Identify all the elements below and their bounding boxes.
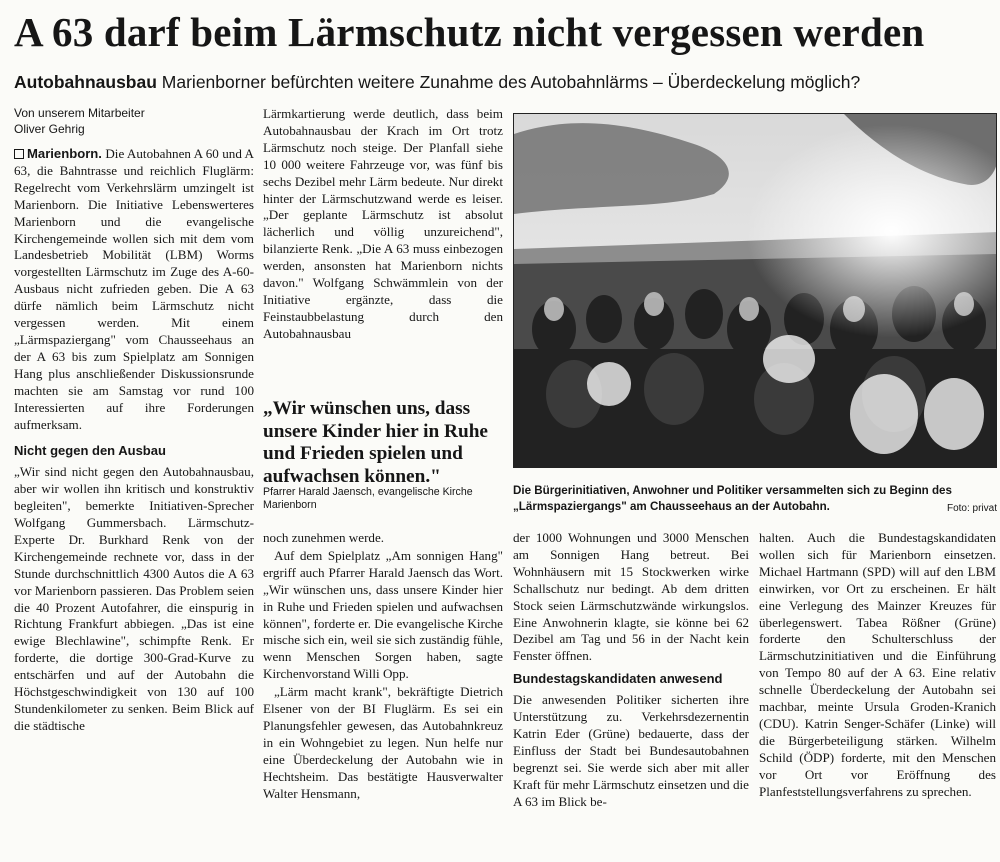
byline (14, 106, 254, 137)
photo-caption (513, 483, 997, 516)
article-headline: A 63 darf beim Lärmschutz nicht vergessen werden (14, 9, 925, 55)
byline-role: Von unserem Mitarbeiter (14, 106, 145, 120)
body-paragraph: der 1000 Wohnungen und 3000 Menschen am Sonnigen Hang betreut. Bei Wohnhäusern mit 15 Stockwerken wirke Schallschutz nur bedingt. Ab dem dritten Stock seien Lärmschutzwände wirkungslos. Eine Anwohnerin klagte, sie könne bei 62 Dezibel am Tag und 56 in der Nacht kein Fenster öffnen. (513, 530, 749, 664)
square-marker-icon (14, 149, 24, 159)
body-paragraph: „Wir sind nicht gegen den Autobahnausbau, aber wir wollen ihn kritisch und konstruktiv begleiten", bemerkte Initiativen-Sprecher Wolfgang Gummersbach. Lärmschutz-Experte Dr. Burkhard Renk von der Kirchengemeinde rechnete vor, dass in der Stunde durchschnittlich 4300 Autos die A 63 vor Marienborn passieren. Das Problem seien die 40 Prozent Autofahrer, die einspurig in Richtung Frankfurt abbiegen. „Das ist eine ewige Blechlawine", schimpfte Renk. Er forderte, die dortige 300-Grad-Kurve zu entschärfen und auf der Autobahn die Höchstgeschwindigkeit von 130 auf 100 Stundenkilometer zu senken. Beim Blick auf die städtische (14, 464, 254, 733)
pull-quote-source: Pfarrer Harald Jaensch, evangelische Kirche Marienborn (263, 486, 473, 511)
article-column-2-top (263, 106, 503, 395)
crowd-photo-illustration (514, 114, 997, 468)
dateline: Marienborn. (27, 146, 102, 161)
photo-credit: Foto: privat (946, 502, 997, 514)
body-paragraph: noch zunehmen werde. (263, 530, 385, 545)
subhead-bundestagskandidaten: Bundestagskandidaten anwesend (513, 671, 723, 687)
article-subheadline (14, 72, 994, 93)
byline-author: Oliver Gehrig (14, 121, 85, 136)
body-paragraph: Lärmkartierung werde deutlich, dass beim Autobahnausbau der Krach im Ort trotz Lärmschutz noch steige. Der Planfall siehe 10 000 weitere Fahrzeuge vor, was fünf bis sechs Dezibel mehr Lärm bedeute. Nur direkt hinter der Lärmschutzwand werde es leiser. „Der geplante Lärmschutz ist absolut lächerlich und völlig unzureichend", bilanzierte Renk. „Die A 63 muss einbezogen werden, ansonsten hat Marienborn nichts davon." Wolfgang Schwämmlein von der Initiative ergänzte, dass die Feinstaubbelastung durch den Autobahnausbau (263, 106, 503, 341)
body-paragraph: Die anwesenden Politiker sicherten ihre Unterstützung zu. Verkehrsdezernentin Katrin Eder (Grüne) bedauerte, dass der Einfluss der Stadt bei Bundesautobahnen begrenzt sei. Sie werde sich aber mit aller Kraft für mehr Lärmschutz einsetzen und die A 63 im Blick be- (513, 692, 749, 809)
body-paragraph: „Lärm macht krank", bekräftigte Dietrich Elsener von der BI Fluglärm. Es sei ein Planungsfehler gewesen, das Autobahnkreuz in ein Wohngebiet zu legen. Nun helfe nur eine Überdeckelung der Autobahn wie in Hechtsheim. Das bestätigte Hausverwalter Walter Hensmann, (263, 684, 503, 801)
article-column-1 (14, 106, 254, 858)
body-paragraph: halten. Auch die Bundestagskandidaten wollen sich für Marienborn einsetzen. Michael Hartmann (SPD) will auf den LBM einwirken, vor Ort zu erscheinen. Er hält eine Verlegung des Mainzer Kreuzes für überlegenswert. Tabea Rößner (Grüne) forderte den Schulterschluss der Lärmschutzinitiativen und die Einführung von Tempo 80 auf der A 63. Eine relativ schnelle Überdeckelung der Autobahn sei machbar, meinte Ursula Groden-Kranich (CDU). Katrin Senger-Schäfer (Linke) will die Bürgerbeteiligung stärken. Wilhelm Schild (ÖDP) forderte, mit den Menschen vor Ort vor Eröffnung des Planfeststellungsverfahrens zu sprechen. (759, 530, 996, 799)
lead-paragraph (14, 146, 254, 433)
article-photo (513, 113, 997, 468)
body-paragraph: Auf dem Spielplatz „Am sonnigen Hang" ergriff auch Pfarrer Harald Jaensch das Wort. „Wir wünschen uns, dass unsere Kinder hier in Ruhe und Frieden spielen und aufwachsen können", forderte er. Die evangelische Kirche mische sich ein, weil sie sich zuständig fühle, wenn Menschen Sorgen haben, sagte Kirchenvorstand Willi Opp. (263, 547, 503, 682)
subhead-nicht-gegen-ausbau: Nicht gegen den Ausbau (14, 443, 166, 459)
photo-caption-text: Die Bürgerinitiativen, Anwohner und Politiker versammelten sich zu Beginn des „Lärmspaziergangs" am Chausseehaus an der Autobahn. (513, 484, 952, 513)
article-column-2-bottom (263, 530, 503, 858)
subheadline-text: Marienborner befürchten weitere Zunahme des Autobahnlärms – Überdeckelung möglich? (161, 72, 861, 92)
rubric-label: Autobahnausbau (14, 72, 157, 92)
article-column-3 (513, 530, 749, 858)
pull-quote: „Wir wünschen uns, dass unsere Kinder hier in Ruhe und Frieden spielen und aufwachsen können." (263, 398, 488, 487)
lead-text: Die Autobahnen A 60 und A 63, die Bahntrasse und reichlich Fluglärm: Regelrecht vom Verkehrslärm umzingelt ist Marienborn. Die Initiative Lebenswerteres Marienborn und die evangelische Kirchengemeinde wollen sich mit dem vom Landesbetrieb Mobilität (LBM) Worms vorgestellten Lärmschutz im Zuge des A-60-Ausbaus nicht zufrieden geben. Die A 63 dürfe nämlich beim Lärmschutz nicht vergessen werden. Mit einem „Lärmspaziergang" vom Chausseehaus an der A 63 bis zum Spielplatz am Sonnigen Hang plus anschließender Diskussionsrunde machten sie am Samstag vor rund 100 Interessierten auf ihre Forderungen aufmerksam. (14, 146, 254, 432)
article-column-4 (759, 530, 996, 858)
